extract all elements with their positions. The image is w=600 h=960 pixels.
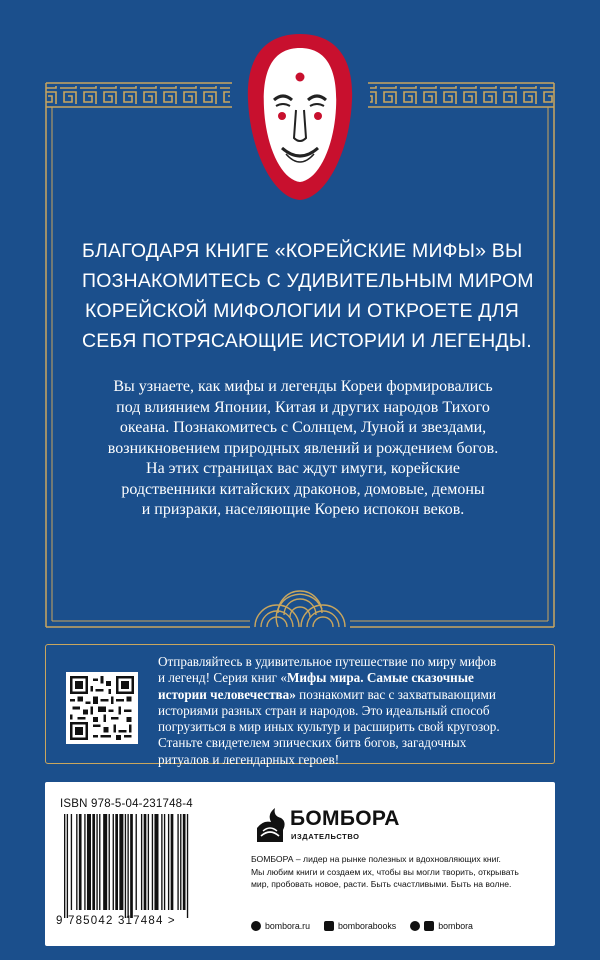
- barcode-bar: [99, 814, 100, 910]
- promo-text-fragment: и легенд! Серия книг «: [158, 670, 287, 686]
- description: [88, 377, 518, 521]
- barcode-bar: [64, 814, 65, 918]
- plus-icon: [424, 921, 434, 931]
- promo-line: историями разных стран и народов. Это идеальный способ: [158, 702, 490, 718]
- description-line: возникновением природных явлений и рождением богов.: [107, 439, 499, 457]
- barcode-bar: [125, 814, 126, 918]
- qr-code-icon: [70, 676, 134, 740]
- promo-line: [158, 687, 548, 703]
- barcode-bar: [92, 814, 95, 910]
- barcode-bar: [96, 814, 97, 910]
- barcode-bar: [148, 814, 149, 910]
- barcode-bar: [141, 814, 142, 910]
- headline-line: КОРЕЙСКОЙ МИФОЛОГИИ И ОТКРОЕТЕ ДЛЯ: [84, 300, 519, 322]
- barcode-digits: 9 785042 317484 >: [56, 915, 176, 927]
- social-vk[interactable]: [324, 921, 396, 931]
- barcode-bar: [130, 814, 133, 918]
- description-line: под влиянием Японии, Китая и других народов Тихого: [116, 398, 490, 416]
- barcode-bar: [171, 814, 174, 910]
- social-label: bombora.ru: [265, 921, 310, 931]
- publisher-line: БОМБОРА – лидер на рынке полезных и вдохновляющих книг.: [251, 854, 501, 864]
- social-telegram[interactable]: [410, 921, 473, 931]
- description-line: Вы узнаете, как мифы и легенды Кореи формировались: [113, 378, 493, 395]
- publisher-line: мир, пробовать новое, расти. Быть счастливыми. Быть на волне.: [251, 879, 512, 890]
- isbn: ISBN 978-5-04-231748-4: [60, 798, 193, 810]
- barcode-bar: [136, 814, 137, 910]
- description-line: и призраки, населяющие Корею испокон веков.: [141, 501, 465, 518]
- barcode-bar: [71, 814, 72, 910]
- barcode-bar: [115, 814, 118, 910]
- barcode-bar: [177, 814, 178, 910]
- social-label: bombora: [438, 921, 473, 931]
- barcode-bar: [144, 814, 147, 910]
- qr-code[interactable]: [66, 672, 138, 744]
- promo-line: [158, 670, 548, 686]
- wave-ornament-icon: [253, 587, 347, 627]
- barcode-bar: [67, 814, 68, 918]
- series-title-fragment: истории человечества»: [158, 686, 296, 702]
- telegram-icon: [410, 921, 420, 931]
- barcode: [60, 814, 195, 920]
- publisher-subtitle: ИЗДАТЕЛЬСТВО: [291, 832, 360, 841]
- publisher-name: БОМБОРА: [290, 807, 400, 830]
- barcode-bar: [127, 814, 128, 918]
- social-links: [251, 919, 473, 933]
- series-title-fragment: Мифы мира. Самые сказочные: [286, 670, 474, 686]
- publisher-description: [251, 853, 551, 891]
- description-line: родственники китайских драконов, домовые, демоны: [121, 480, 485, 498]
- korean-mask-icon: [238, 30, 362, 205]
- promo-line: Отправляйтесь в удивительное путешествие по миру мифов: [158, 654, 497, 669]
- promo-line: Станьте свидетелем эпических битв богов, загадочных: [158, 735, 467, 751]
- promo-text-fragment: познакомит вас с захватывающими: [295, 686, 496, 702]
- barcode-bar: [152, 814, 153, 910]
- headline-line: СЕБЯ ПОТРЯСАЮЩИЕ ИСТОРИИ И ЛЕГЕНДЫ.: [82, 330, 532, 352]
- publisher-line: Мы любим книги и создаем их, чтобы вы могли творить, открывать: [251, 866, 519, 877]
- barcode-bar: [103, 814, 107, 910]
- barcode-bar: [87, 814, 91, 910]
- description-line: океана. Познакомитесь с Солнцем, Луной и звездами,: [119, 419, 487, 436]
- barcode-bar: [180, 814, 181, 910]
- barcode-bar: [113, 814, 114, 910]
- barcode-bar: [168, 814, 169, 910]
- vk-icon: [324, 921, 334, 931]
- description-line: На этих страницах вас ждут имуги, корейские: [146, 460, 460, 477]
- headline: [82, 236, 534, 356]
- social-label: bomborabooks: [338, 921, 397, 931]
- headline-line: ПОЗНАКОМИТЕСЬ С УДИВИТЕЛЬНЫМ МИРОМ: [82, 270, 534, 292]
- barcode-bar: [119, 814, 123, 910]
- barcode-bar: [154, 814, 158, 910]
- barcode-bar: [76, 814, 77, 910]
- barcode-bar: [84, 814, 85, 910]
- promo-line: погрузиться в мир иных культур и расширить свой кругозор.: [158, 719, 500, 735]
- social-website[interactable]: [251, 921, 310, 931]
- headline-line: БЛАГОДАРЯ КНИГЕ «КОРЕЙСКИЕ МИФЫ» ВЫ: [82, 240, 523, 262]
- barcode-bar: [161, 814, 162, 910]
- barcode-bar: [164, 814, 165, 910]
- barcode-bar: [109, 814, 110, 910]
- barcode-bar: [183, 814, 186, 910]
- series-promo-text: [158, 654, 548, 768]
- barcode-bar: [79, 814, 82, 910]
- barcode-bar: [187, 814, 188, 918]
- globe-icon: [251, 921, 261, 931]
- promo-line: ритуалов и легендарных героев!: [158, 751, 340, 767]
- bombora-logo-icon: [251, 806, 289, 844]
